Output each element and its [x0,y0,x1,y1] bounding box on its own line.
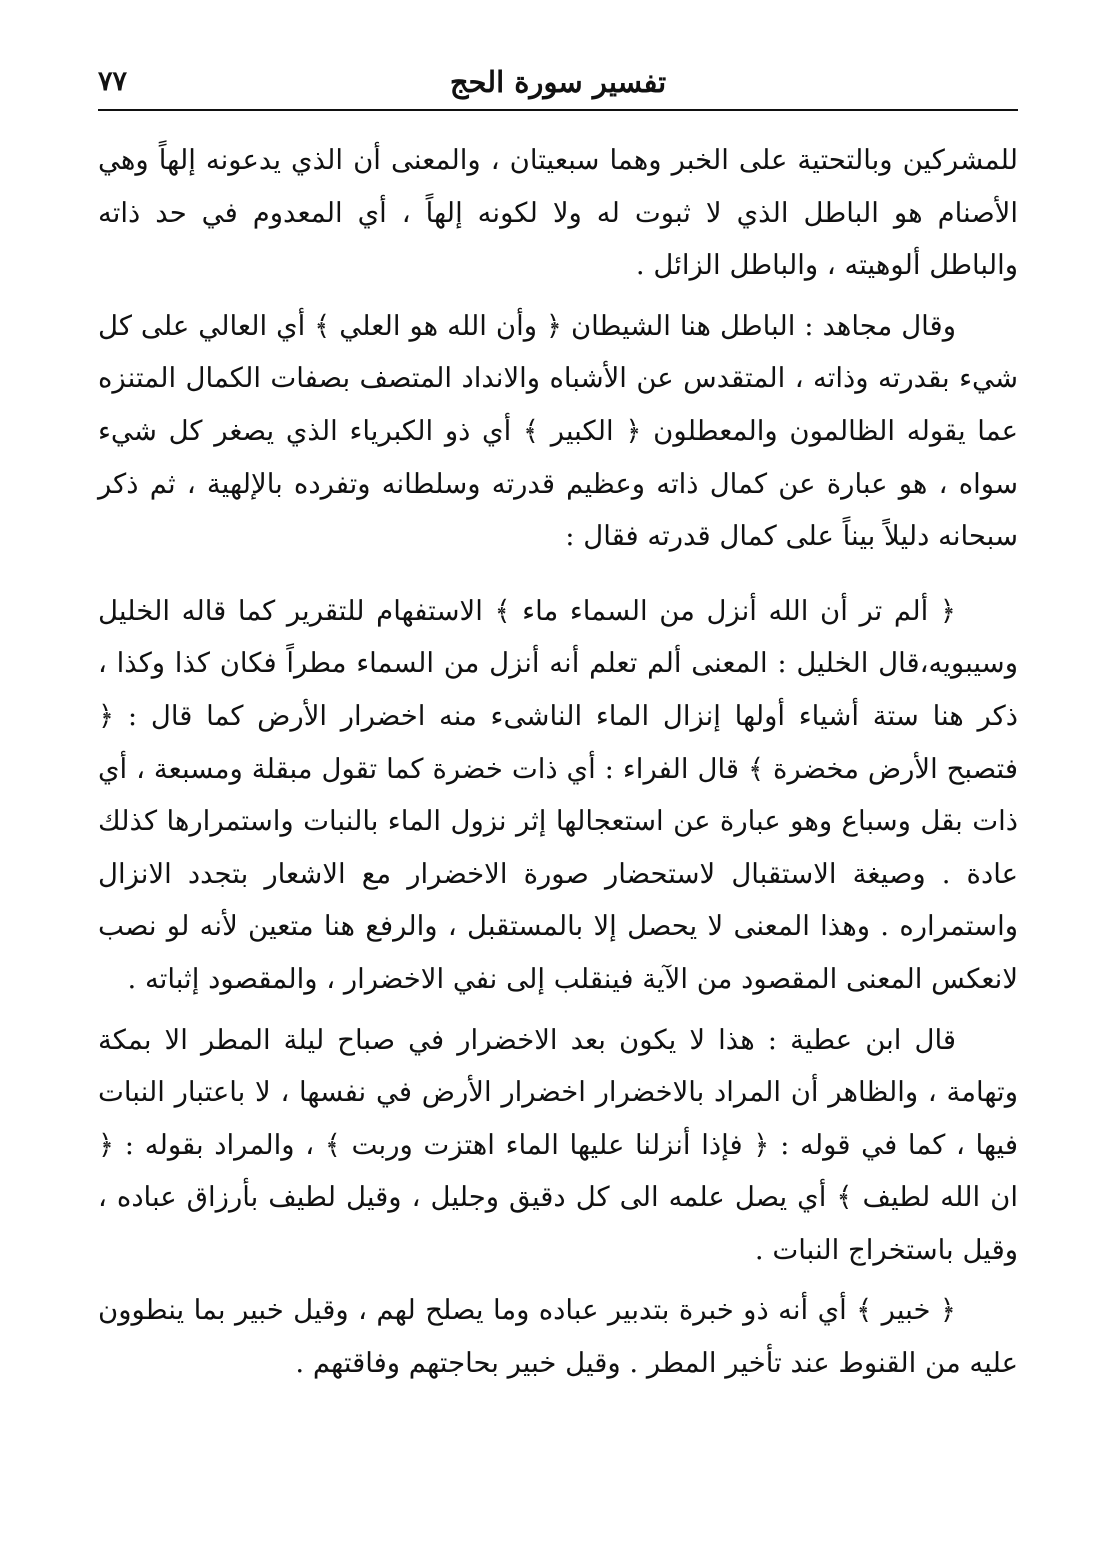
paragraph: للمشركين وبالتحتية على الخبر وهما سبعيتان ، والمعنى أن الذي يدعونه إلهاً وهي الأصنام هو الباطل الذي لا ثبوت له ولا لكونه إلهاً ، أي المعدوم في حد ذاته والباطل ألوهيته ، والباطل الزائل . [98,144,1018,282]
running-title: تفسير سورة الحج [449,65,667,99]
paragraph: وقال مجاهد : الباطل هنا الشيطان ﴿ وأن الله هو العلي ﴾ أي العالي على كل شيء بقدرته وذاته ، المتقدس عن الأشباه والانداد المتصف بصفات الكمال المتنزه عما يقوله الظالمون والمعطلون ﴿ الكبير ﴾ أي ذو الكبرياء الذي يصغر كل شيء سواه ، هو عبارة عن كمال ذاته وعظيم قدرته وسلطانه وتفرده بالإلهية ، ثم ذكر سبحانه دليلاً بيناً على كمال قدرته فقال : [98,309,1018,553]
paragraph: ﴿ ألم تر أن الله أنزل من السماء ماء ﴾ الاستفهام للتقرير كما قاله الخليل وسيبويه،قال الخليل : المعنى ألم تعلم أنه أنزل من السماء مطراً فكان كذا وكذا ، ذكر هنا ستة أشياء أولها إنزال الماء الناشىء منه اخضرار الأرض كما قال : ﴿ فتصبح الأرض مخضرة ﴾ قال الفراء : أي ذات خضرة كما تقول مبقلة ومسبعة ، أي ذات بقل وسباع وهو عبارة عن استعجالها إثر نزول الماء بالنبات واستمرارها كذلك عادة . وصيغة الاستقبال لاستحضار صورة الاخضرار مع الاشعار بتجدد الانزال واستمراره . وهذا المعنى لا يحصل إلا بالمستقبل ، والرفع هنا متعين لأنه لو نصب لانعكس المعنى المقصود من الآية فينقلب إلى نفي الاخضرار ، والمقصود إثباته . [98,594,1018,995]
page-number: ٧٧ [98,66,128,97]
page-header [98,62,1018,114]
paragraph: ﴿ خبير ﴾ أي أنه ذو خبرة بتدبير عباده وما يصلح لهم ، وقيل خبير بما ينطوون عليه من القنوط عند تأخير المطر . وقيل خبير بحاجتهم وفاقتهم . [98,1294,1018,1380]
header-rule [98,109,1018,111]
paragraph: قال ابن عطية : هذا لا يكون بعد الاخضرار في صباح ليلة المطر الا بمكة وتهامة ، والظاهر أن المراد بالاخضرار اخضرار الأرض في نفسها ، لا باعتبار النبات فيها ، كما في قوله : ﴿ فإذا أنزلنا عليها الماء اهتزت وربت ﴾ ، والمراد بقوله : ﴿ ان الله لطيف ﴾ أي يصل علمه الى كل دقيق وجليل ، وقيل لطيف بأرزاق عباده ، وقيل باستخراج النبات . [98,1023,1018,1266]
page-body [98,134,1018,1398]
